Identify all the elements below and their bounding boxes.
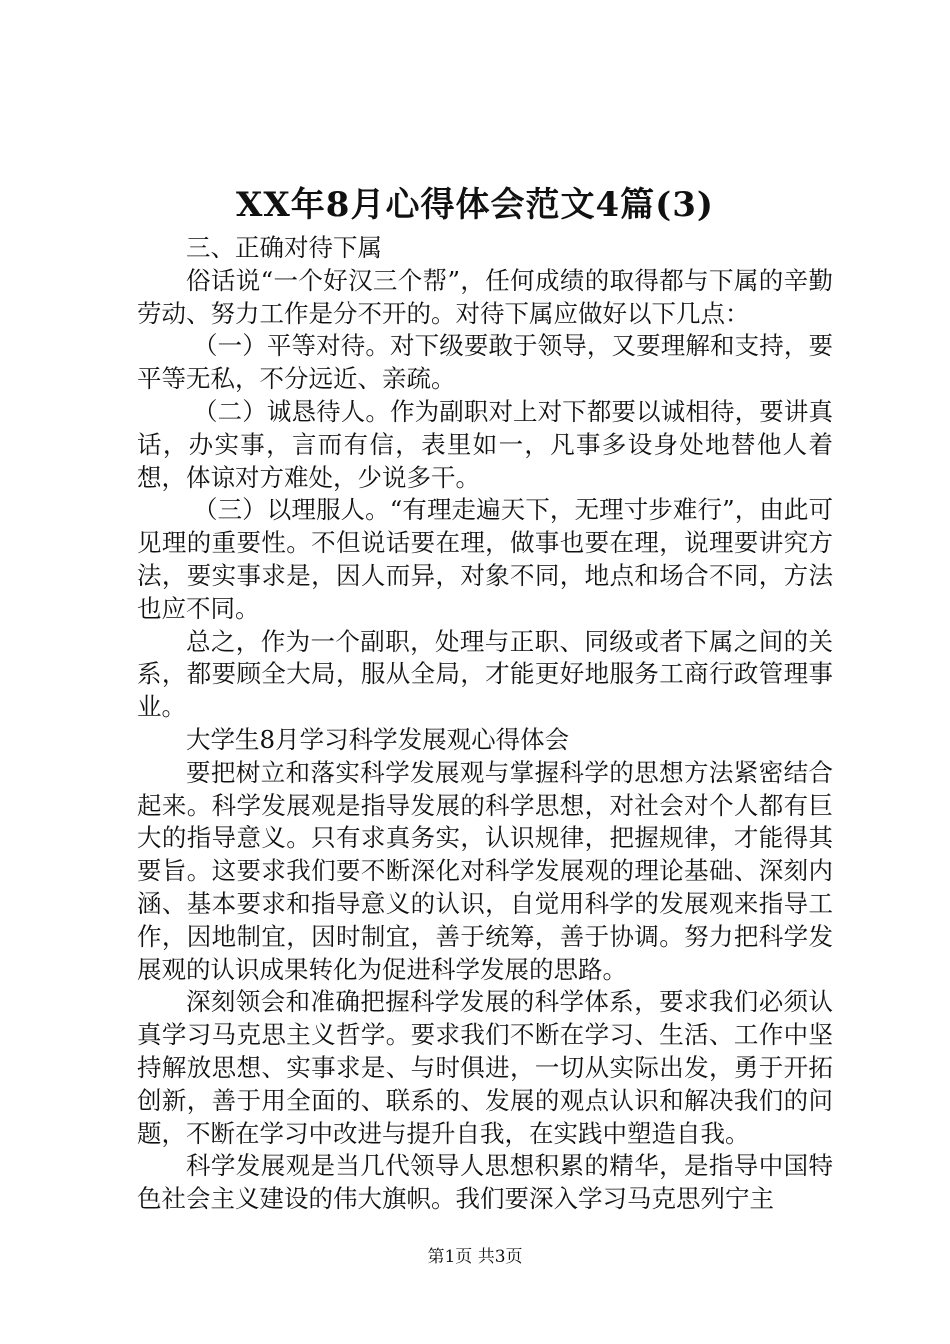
paragraph: 要把树立和落实科学发展观与掌握科学的思想方法紧密结合起来。科学发展观是指导发展的科学思想，对社会对个人都有巨大的指导意义。只有求真务实，认识规律，把握规律，才能得其要旨。这要求我们要不断深化对科学发展观的理论基础、深刻内涵、基本要求和指导意义的认识，自觉用科学的发展观来指导工作，因地制宜，因时制宜，善于统筹，善于协调。努力把科学发展观的认识成果转化为促进科学发展的思路。	[137, 757, 833, 984]
paragraph: 俗话说“一个好汉三个帮”，任何成绩的取得都与下属的辛勤劳动、努力工作是分不开的。对待下属应做好以下几点：	[137, 265, 833, 328]
paragraph: （一）平等对待。对下级要敢于领导，又要理解和支持，要平等无私，不分远近、亲疏。	[137, 331, 833, 394]
paragraph: 深刻领会和准确把握科学发展的科学体系，要求我们必须认真学习马克思主义哲学。要求我们不断在学习、生活、工作中坚持解放思想、实事求是、与时俱进，一切从实际出发，勇于开拓创新，善于用全面的、联系的、发展的观点认识和解决我们的问题，不断在学习中改进与提升自我，在实践中塑造自我。	[137, 987, 833, 1148]
paragraph: 科学发展观是当几代领导人思想积累的精华，是指导中国特色社会主义建设的伟大旗帜。我们要深入学习马克思列宁主	[137, 1151, 833, 1214]
section-heading: 三、正确对待下属	[186, 233, 382, 262]
section-heading: 大学生8月学习科学发展观心得体会	[186, 724, 570, 754]
paragraph: （三）以理服人。“有理走遍天下，无理寸步难行”，由此可见理的重要性。不但说话要在理，做事也要在理，说理要讲究方法，要实事求是，因人而异，对象不同，地点和场合不同，方法也应不同。	[137, 495, 833, 623]
document-body	[137, 232, 833, 1216]
document-title: XX年8月心得体会范文4篇(3)	[236, 185, 714, 225]
paragraph: （二）诚恳待人。作为副职对上对下都要以诚相待，要讲真话，办实事，言而有信，表里如一，凡事多设身处地替他人着想，体谅对方难处，少说多干。	[137, 396, 833, 492]
paragraph: 总之，作为一个副职，处理与正职、同级或者下属之间的关系，都要顾全大局，服从全局，才能更好地服务工商行政管理事业。	[137, 626, 833, 722]
page-footer: 第1页 共3页	[427, 1247, 523, 1267]
